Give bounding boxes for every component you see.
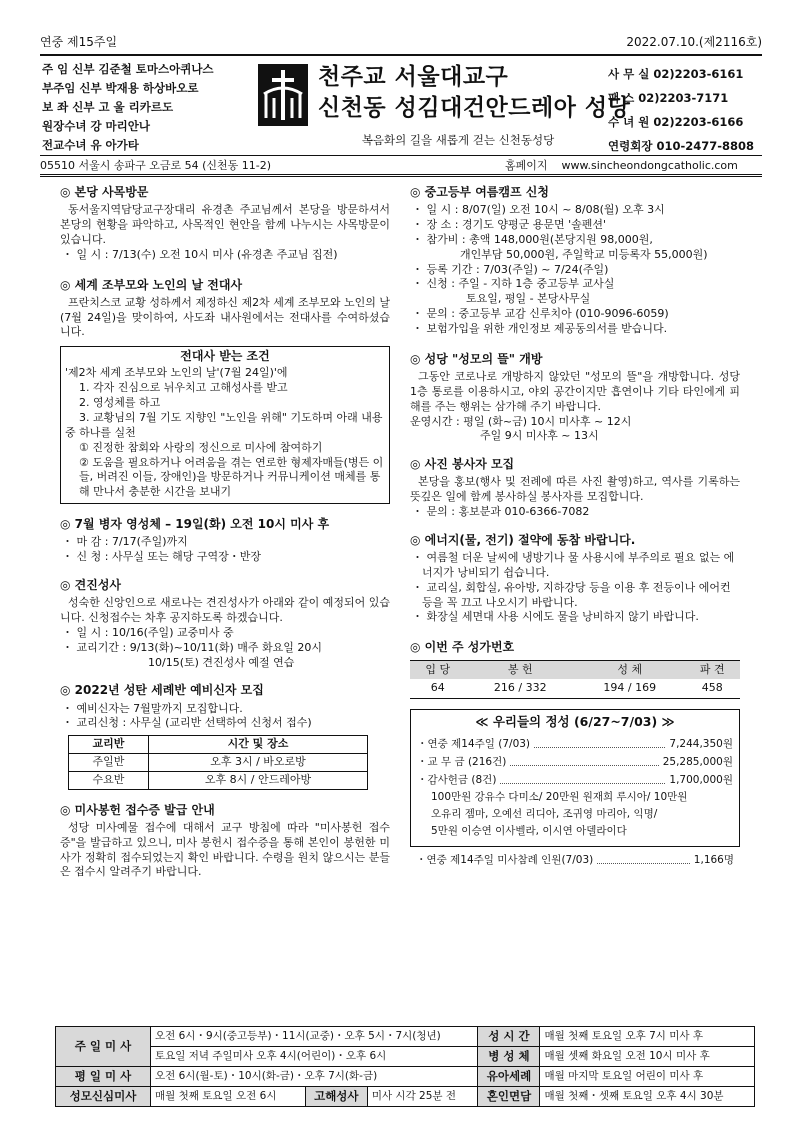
box-line: 1. 각자 진심으로 뉘우치고 고해성사를 받고 — [79, 381, 288, 395]
homepage — [505, 159, 738, 174]
section-body: 그동안 코로나로 개방하지 않았던 "성모의 뜰"을 개방합니다. 성당 1층 통로를 이용하시고, 야외 공간이지만 흡연이나 기타 타인에게 피해를 주는 행위는 삼가해 주기 바랍니다. — [410, 369, 740, 413]
section-item: ・ 신 청 : 사무실 또는 해당 구역장・반장 — [62, 550, 261, 564]
header-rule — [40, 155, 762, 156]
section-title: ◎ 2022년 성탄 세례반 예비신자 모집 — [60, 683, 264, 698]
section-item: ・ 교리신청 : 사무실 (교리반 선택하여 신청서 접수) — [62, 716, 312, 730]
box-line: ① 진정한 참회와 사랑의 정신으로 미사에 참여하기 — [79, 440, 323, 454]
section-pastoral-visit — [60, 184, 390, 263]
offering-title: ≪ 우리들의 정성 (6/27~7/03) ≫ — [475, 714, 675, 730]
parish-title-line1: 천주교 서울대교구 — [318, 64, 509, 90]
section-youth-camp — [410, 184, 740, 337]
section-baptism — [60, 682, 390, 789]
indulgence-conditions-box — [60, 346, 390, 504]
section-title: ◎ 사진 봉사자 모집 — [410, 457, 515, 472]
schedule-value: 미사 시각 25분 전 — [367, 1087, 478, 1107]
parish-title-line2: 신천동 성김대건안드레아 성당 — [318, 95, 631, 121]
section-title: ◎ 미사봉헌 접수증 발급 안내 — [60, 802, 215, 817]
table-row — [56, 1027, 755, 1047]
catechism-table — [68, 735, 368, 790]
section-item: ・ 일 시 : 10/16(주일) 교중미사 중 — [62, 625, 234, 639]
section-item: ・ 교리실, 회합실, 유아방, 지하강당 등을 이용 후 전등이나 에어컨 등을 꼭 끄고 나오시기 바랍니다. — [412, 580, 731, 609]
section-title: ◎ 이번 주 성가번호 — [410, 640, 515, 655]
leader-dots — [534, 735, 665, 748]
section-mass-certificate — [60, 802, 390, 881]
table-cell: 오후 8시 / 안드레아방 — [149, 771, 368, 789]
box-line: 3. 교황님의 7월 기도 지향인 "노인을 위해" 기도하며 아래 내용 중 하나를 실천 — [65, 411, 383, 439]
leader-dots — [597, 851, 690, 864]
attendance-count: 1,166명 — [693, 854, 734, 867]
section-item: ・ 일 시 : 7/13(수) 오전 10시 미사 (유경촌 주교님 집전) — [62, 247, 338, 261]
top-rule — [40, 54, 762, 56]
hymn-number: 458 — [684, 679, 740, 698]
section-item: ・ 장 소 : 경기도 양평군 용문면 '솔펜션' — [412, 218, 606, 232]
section-title: ◎ 견진성사 — [60, 577, 122, 592]
section-item: ・ 교리기간 : 9/13(화)~10/11(화) 매주 화요일 20시 — [62, 640, 322, 654]
section-item: ・ 신청 : 주일 - 지하 1층 중고등부 교사실 — [412, 277, 615, 291]
attendance-row — [410, 851, 740, 869]
attendance-label: ・연중 제14주일 미사참례 인원(7/03) — [416, 854, 594, 867]
clergy-line: 원장수녀 강 마리안나 — [42, 119, 150, 133]
schedule-label: 성 시 간 — [478, 1027, 540, 1047]
section-item: ・ 문의 : 중고등부 교감 신루치아 (010-9096-6059) — [412, 307, 669, 321]
schedule-value: 매월 마지막 토요일 어린이 미사 후 — [540, 1067, 755, 1087]
table-row — [69, 771, 368, 789]
right-column — [410, 176, 740, 869]
schedule-label: 평 일 미 사 — [56, 1067, 151, 1087]
section-hymns — [410, 639, 740, 699]
schedule-label: 유아세례 — [478, 1067, 540, 1087]
parish-motto: 복음화의 길을 새롭게 걷는 신천동성당 — [361, 133, 555, 147]
schedule-label: 고해성사 — [305, 1087, 367, 1107]
section-item: ・ 화장실 세면대 사용 시에도 물을 낭비하지 않기 바랍니다. — [412, 610, 699, 624]
clergy-line: 부주임 신부 박재용 하상바오로 — [42, 81, 199, 95]
section-title: ◎ 7월 병자 영성체 – 19일(화) 오전 10시 미사 후 — [60, 517, 330, 532]
contact-line: 사 무 실 02)2203-6161 — [608, 67, 744, 81]
section-body: 성당 미사예물 접수에 대해서 교구 방침에 따라 "미사봉헌 접수증"을 발급하고 있으니, 미사 봉헌시 접수증을 통해 본인이 봉헌한 미사가 정확히 접수되었는지 확인 바랍니다. 수령을 원치 않으시는 분들은 접수시 알려주기 바랍니다. — [60, 820, 390, 879]
address-rule — [40, 174, 762, 175]
hymn-header: 봉 헌 — [466, 660, 575, 679]
section-grandparents-day — [60, 277, 390, 341]
schedule-value: 매월 첫째 토요일 오전 6시 — [151, 1087, 306, 1107]
section-item: ・ 마 감 : 7/17(주일)까지 — [62, 535, 188, 549]
offering-label: ・감사헌금 (8건) — [417, 774, 497, 787]
section-item: 10/15(토) 견진성사 예절 연습 — [148, 655, 295, 669]
section-item: ・ 문의 : 홍보분과 010-6366-7082 — [412, 505, 590, 519]
section-body: 동서울지역담당교구장대리 유경촌 주교님께서 본당을 방문하셔서 본당의 현황을 파악하고, 사목적인 현안을 함께 나누시는 사목방문이 있습니다. — [60, 203, 390, 246]
hymn-number: 194 / 169 — [575, 679, 684, 698]
section-photo-volunteer — [410, 456, 740, 520]
hymn-header: 성 체 — [575, 660, 684, 679]
table-cell: 수요반 — [69, 771, 149, 789]
schedule-table — [55, 1026, 755, 1107]
section-item: 개인부담 50,000원, 주일학교 미등록자 55,000원) — [460, 247, 708, 261]
schedule-label: 성모신심미사 — [56, 1087, 151, 1107]
homepage-link[interactable]: www.sincheondongcatholic.com — [561, 159, 738, 172]
grotto-hours: 운영시간 : 평일 (화~금) 10시 미사후 ~ 12시 — [410, 414, 632, 428]
contact-line: 연령회장 010-2477-8808 — [608, 139, 755, 153]
offering-row — [417, 753, 733, 771]
schedule-label: 주 일 미 사 — [56, 1027, 151, 1067]
offering-row — [417, 735, 733, 753]
clergy-line: 전교수녀 유 아가타 — [42, 138, 139, 152]
box-line: ② 도움을 필요하거나 어려움을 겪는 연로한 형제자매들(병든 이들, 버려진 이들, 장애인)을 방문하거나 커뮤니케이션 매체를 통해 만나서 충분한 시간을 보내기 — [79, 455, 384, 499]
section-item: ・ 참가비 : 총액 148,000원(본당지원 98,000원, — [412, 232, 653, 246]
section-item: ・ 여름철 더운 날씨에 냉방기나 물 사용시에 부주의로 필요 없는 에너지가 낭비되기 쉽습니다. — [412, 551, 735, 579]
section-body: 본당을 홍보(행사 및 전례에 따른 사진 촬영)하고, 역사를 기록하는 뜻깊은 일에 함께 봉사하실 봉사자를 모집합니다. — [410, 475, 740, 504]
section-grotto — [410, 351, 740, 444]
box-line: 2. 영성체를 하고 — [79, 396, 161, 410]
liturgical-season: 연중 제15주일 — [40, 35, 118, 49]
offering-amount: 7,244,350원 — [669, 738, 733, 751]
schedule-value: 오전 6시・9시(중고등부)・11시(교중)・오후 5시・7시(청년) — [151, 1027, 478, 1047]
clergy-line: 보 좌 신부 고 울 리카르도 — [42, 100, 174, 114]
schedule-value: 매월 첫째・셋째 토요일 오후 4시 30분 — [540, 1087, 755, 1107]
hymn-number: 216 / 332 — [466, 679, 575, 698]
grotto-hours: 주일 9시 미사후 ~ 13시 — [480, 429, 599, 443]
offering-label: ・교 무 금 (216건) — [417, 756, 507, 769]
offering-amount: 1,700,000원 — [669, 774, 733, 787]
contact-line: 수 녀 원 02)2203-6166 — [608, 115, 744, 129]
contact-list — [608, 62, 768, 158]
donor-line: 100만원 강유수 다미소/ 20만원 원재희 루시아/ 10만원 — [431, 791, 688, 804]
section-item: ・ 일 시 : 8/07(일) 오전 10시 ~ 8/08(월) 오후 3시 — [412, 203, 665, 217]
table-cell: 주일반 — [69, 754, 149, 772]
section-title: ◎ 중고등부 여름캠프 신청 — [410, 185, 549, 199]
schedule-value: 매월 첫째 토요일 오후 7시 미사 후 — [540, 1027, 755, 1047]
section-item: ・ 보험가입을 위한 개인정보 제공동의서를 받습니다. — [412, 321, 668, 335]
section-confirmation — [60, 577, 390, 670]
section-title: ◎ 에너지(물, 전기) 절약에 동참 바랍니다. — [410, 532, 636, 547]
clergy-list — [42, 60, 257, 155]
section-energy — [410, 532, 740, 625]
left-column — [60, 176, 390, 880]
leader-dots — [500, 771, 665, 784]
schedule-label: 혼인면담 — [478, 1087, 540, 1107]
box-title: 전대사 받는 조건 — [180, 349, 270, 364]
mass-schedule — [55, 1026, 755, 1107]
offering-row — [417, 771, 733, 789]
issue-bar — [40, 34, 762, 52]
parish-logo-icon — [258, 64, 308, 126]
section-title: ◎ 본당 사목방문 — [60, 185, 149, 199]
schedule-label: 병 성 체 — [478, 1047, 540, 1067]
table-row — [410, 679, 740, 698]
section-item: 토요일, 평일 - 본당사무실 — [466, 292, 591, 306]
table-header: 시간 및 장소 — [149, 736, 368, 754]
section-item: ・ 등록 기간 : 7/03(주일) ~ 7/24(주일) — [412, 262, 609, 276]
schedule-value: 매월 셋째 화요일 오전 10시 미사 후 — [540, 1047, 755, 1067]
issue-date: 2022.07.10.(제2116호) — [626, 35, 762, 49]
section-body: 프란치스코 교황 성하께서 제정하신 제2차 세계 조부모와 노인의 날(7월 24일)을 맞이하여, 사도좌 내사원에서는 전대사를 수여하셨습니다. — [60, 295, 390, 339]
section-sick-communion — [60, 516, 390, 565]
contact-line: 팩 스 02)2203-7171 — [608, 91, 729, 105]
donor-line: 오유리 젬마, 오예선 리디아, 조귀영 마리아, 익명/ — [431, 808, 658, 821]
clergy-line: 주 임 신부 김준철 토마스아퀴나스 — [42, 62, 214, 76]
table-row — [69, 754, 368, 772]
hymn-number: 64 — [410, 679, 466, 698]
homepage-label: 홈페이지 — [505, 159, 548, 172]
section-item: ・ 예비신자는 7월말까지 모집합니다. — [62, 701, 243, 715]
hymn-header: 입 당 — [410, 660, 466, 679]
box-line: '제2차 세계 조부모와 노인의 날'(7월 24일)'에 — [65, 366, 288, 380]
section-body: 성숙한 신앙인으로 새로나는 견진성사가 아래와 같이 예정되어 있습니다. 신청접수는 차후 공지하도록 하겠습니다. — [60, 596, 391, 624]
schedule-value: 오전 6시(월-토)・10시(화-금)・오후 7시(화-금) — [151, 1067, 478, 1087]
offering-amount: 25,285,000원 — [662, 756, 733, 769]
table-row — [56, 1067, 755, 1087]
table-row — [56, 1087, 755, 1107]
parish-address: 05510 서울시 송파구 오금로 54 (신천동 11-2) — [40, 159, 272, 172]
leader-dots — [510, 753, 658, 766]
section-title: ◎ 성당 "성모의 뜰" 개방 — [410, 351, 543, 366]
schedule-value: 토요일 저녁 주일미사 오후 4시(어린이)・오후 6시 — [151, 1047, 478, 1067]
table-header: 교리반 — [69, 736, 149, 754]
hymn-header: 파 견 — [684, 660, 740, 679]
table-row — [56, 1047, 755, 1067]
hymn-table — [410, 660, 740, 700]
donor-line: 5만원 이승연 이사벨라, 이시연 아델라이다 — [431, 825, 627, 838]
section-title: ◎ 세계 조부모와 노인의 날 전대사 — [60, 277, 243, 292]
offering-box — [410, 709, 740, 847]
table-cell: 오후 3시 / 바오로방 — [149, 754, 368, 772]
offering-label: ・연중 제14주일 (7/03) — [417, 738, 531, 751]
